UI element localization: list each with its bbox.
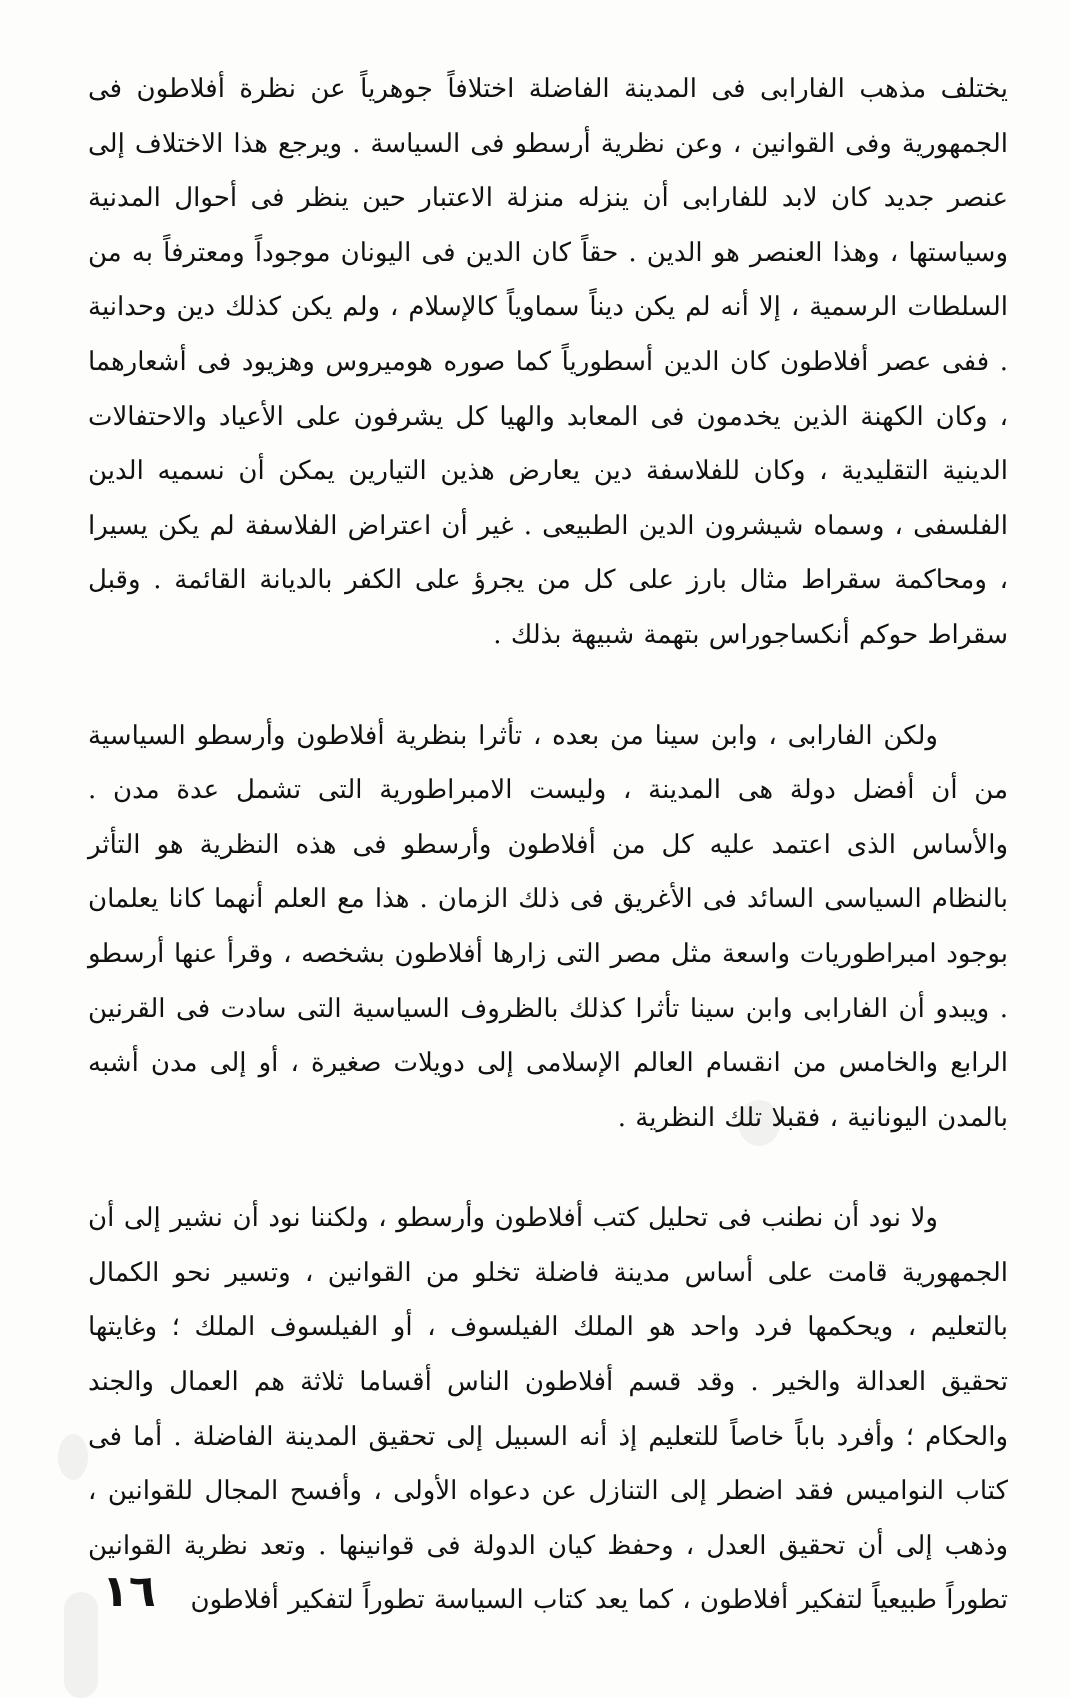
text-column [88, 62, 1008, 1628]
page-number: ١٦ [102, 1566, 156, 1617]
paragraph-gap [88, 1145, 1008, 1191]
paper-smudge [58, 1434, 88, 1480]
paragraph-1: يختلف مذهب الفارابى فى المدينة الفاضلة اختلافاً جوهرياً عن نظرة أفلاطون فى الجمهورية وفى القوانين ، وعن نظرية أرسطو فى السياسة . ويرجع هذا الاختلاف إلى عنصر جديد كان لابد للفارابى أن ينزله منزلة الاعتبار حين ينظر فى أحوال المدنية وسياستها ، وهذا العنصر هو الدين . حقاً كان الدين فى اليونان موجوداً ومعترفاً به من السلطات الرسمية ، إلا أنه لم يكن ديناً سماوياً كالإسلام ، ولم يكن كذلك دين وحدانية . ففى عصر أفلاطون كان الدين أسطورياً كما صوره هوميروس وهزيود فى أشعارهما ، وكان الكهنة الذين يخدمون فى المعابد والهيا كل يشرفون على الأعياد والاحتفالات الدينية التقليدية ، وكان للفلاسفة دين يعارض هذين التيارين يمكن أن نسميه الدين الفلسفى ، وسماه شيشرون الدين الطبيعى . غير أن اعتراض الفلاسفة لم يكن يسيرا ، ومحاكمة سقراط مثال بارز على كل من يجرؤ على الكفر بالديانة القائمة . وقبل سقراط حوكم أنكساجوراس بتهمة شبيهة بذلك . [88, 74, 1008, 650]
paragraph-2: ولكن الفارابى ، وابن سينا من بعده ، تأثرا بنظرية أفلاطون وأرسطو السياسية من أن أفضل دولة هى المدينة ، وليست الامبراطورية التى تشمل عدة مدن . والأساس الذى اعتمد عليه كل من أفلاطون وأرسطو فى هذه النظرية هو التأثر بالنظام السياسى السائد فى الأغريق فى ذلك الزمان . هذا مع العلم أنهما كانا يعلمان بوجود امبراطوريات واسعة مثل مصر التى زارها أفلاطون بشخصه ، وقرأ عنها أرسطو . ويبدو أن الفارابى وابن سينا تأثرا كذلك بالظروف السياسية التى سادت فى القرنين الرابع والخامس من انقسام العالم الإسلامى إلى دويلات صغيرة ، أو إلى مدن أشبه بالمدن اليونانية ، فقبلا تلك النظرية . [88, 720, 1008, 1133]
paragraph-3: ولا نود أن نطنب فى تحليل كتب أفلاطون وأرسطو ، ولكننا نود أن نشير إلى أن الجمهورية قامت على أساس مدينة فاضلة تخلو من القوانين ، وتسير نحو الكمال بالتعليم ، ويحكمها فرد واحد هو الملك الفيلسوف ، أو الفيلسوف الملك ؛ وغايتها تحقيق العدالة والخير . وقد قسم أفلاطون الناس أقساما ثلاثة هم العمال والجند والحكام ؛ وأفرد باباً خاصاً للتعليم إذ أنه السبيل إلى تحقيق المدينة الفاضلة . أما فى كتاب النواميس فقد اضطر إلى التنازل عن دعواه الأولى ، وأفسح المجال للقوانين ، وذهب إلى أن تحقيق العدل ، وحفظ كيان الدولة فى قوانينها . وتعد نظرية القوانين تطوراً طبيعياً لتفكير أفلاطون ، كما يعد كتاب السياسة تطوراً لتفكير أفلاطون [88, 1203, 1008, 1616]
paragraph-gap [88, 663, 1008, 709]
